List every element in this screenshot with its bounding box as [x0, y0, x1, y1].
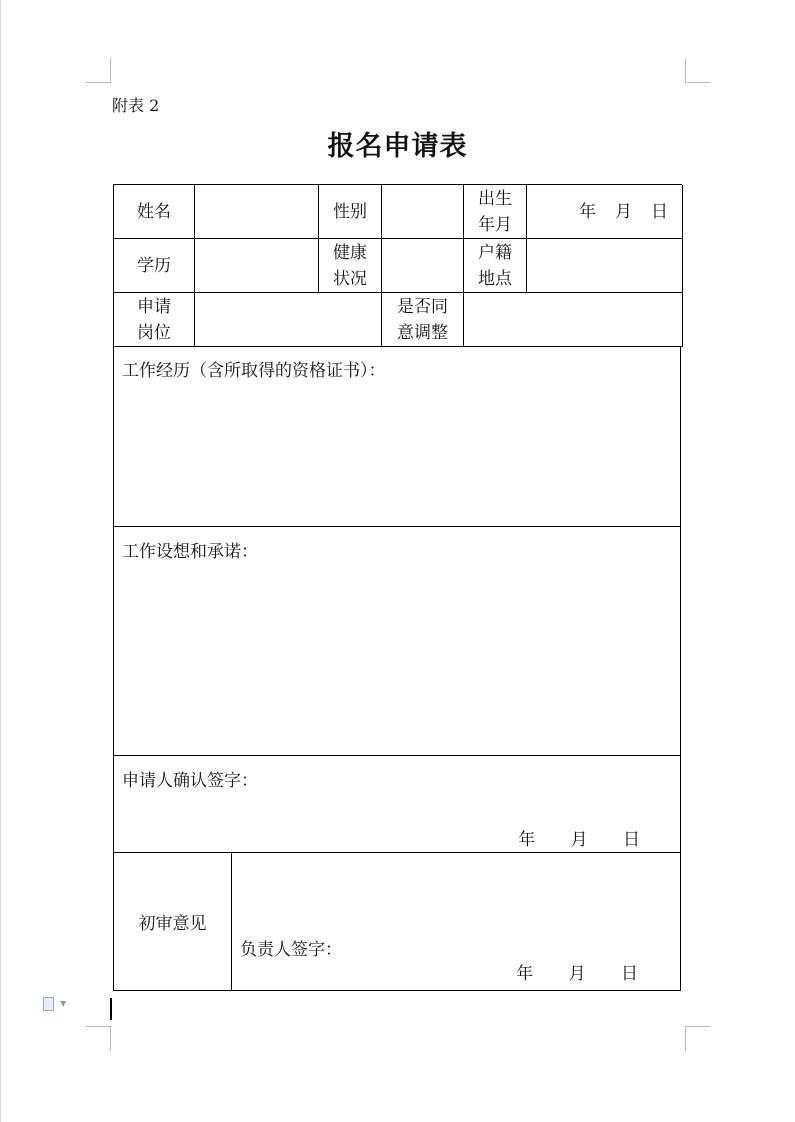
- birth-label: 出生 年月: [464, 185, 527, 239]
- review-label: 初审意见: [114, 853, 232, 990]
- birth-month: 月: [615, 201, 632, 222]
- education-field[interactable]: [195, 239, 319, 293]
- crop-mark-bottom-left: [86, 1026, 111, 1051]
- health-label: 健康 状况: [319, 239, 382, 293]
- gender-label: 性别: [319, 185, 382, 239]
- form-title: 报名申请表: [327, 131, 468, 162]
- work-history-label: 工作经历（含所取得的资格证书）：: [122, 361, 386, 381]
- birth-date-field[interactable]: [527, 185, 683, 239]
- applicant-year: 年: [518, 830, 536, 850]
- applicant-date: [518, 825, 640, 850]
- review-month: 月: [568, 964, 586, 984]
- review-day: 日: [621, 964, 638, 984]
- document-icon[interactable]: [43, 997, 54, 1011]
- work-history-section[interactable]: [113, 346, 681, 527]
- review-section: [113, 853, 681, 991]
- info-table: [113, 184, 682, 346]
- plan-label: 工作设想和承诺：: [122, 542, 258, 562]
- crop-mark-top-right: [685, 58, 710, 83]
- position-label: 申请 岗位: [114, 293, 195, 347]
- plan-section[interactable]: [113, 527, 681, 756]
- education-label: 学历: [114, 239, 195, 293]
- name-field[interactable]: [195, 185, 319, 239]
- gender-field[interactable]: [382, 185, 464, 239]
- reviewer-sign-label: 负责人签字：: [240, 940, 342, 960]
- dropdown-caret-icon[interactable]: ▼: [60, 999, 67, 1008]
- position-field[interactable]: [195, 293, 382, 347]
- health-field[interactable]: [382, 239, 464, 293]
- name-label: 姓名: [114, 185, 195, 239]
- appendix-label: 附表 2: [112, 96, 160, 115]
- birth-day: 日: [651, 201, 668, 222]
- hukou-label: 户籍 地点: [464, 239, 527, 293]
- crop-mark-bottom-right: [685, 1026, 710, 1051]
- review-date: [516, 959, 638, 984]
- applicant-day: 日: [623, 830, 640, 850]
- adjust-label: 是否同 意调整: [382, 293, 464, 347]
- review-year: 年: [516, 964, 534, 984]
- page-edge: [0, 0, 1, 1122]
- applicant-sign-label: 申请人确认签字：: [122, 771, 258, 791]
- applicant-sign-section[interactable]: [113, 756, 681, 853]
- hukou-field[interactable]: [527, 239, 683, 293]
- crop-mark-top-left: [86, 58, 111, 83]
- applicant-month: 月: [570, 830, 588, 850]
- text-cursor: [110, 998, 112, 1020]
- birth-year: 年: [579, 201, 596, 222]
- adjust-field[interactable]: [464, 293, 683, 347]
